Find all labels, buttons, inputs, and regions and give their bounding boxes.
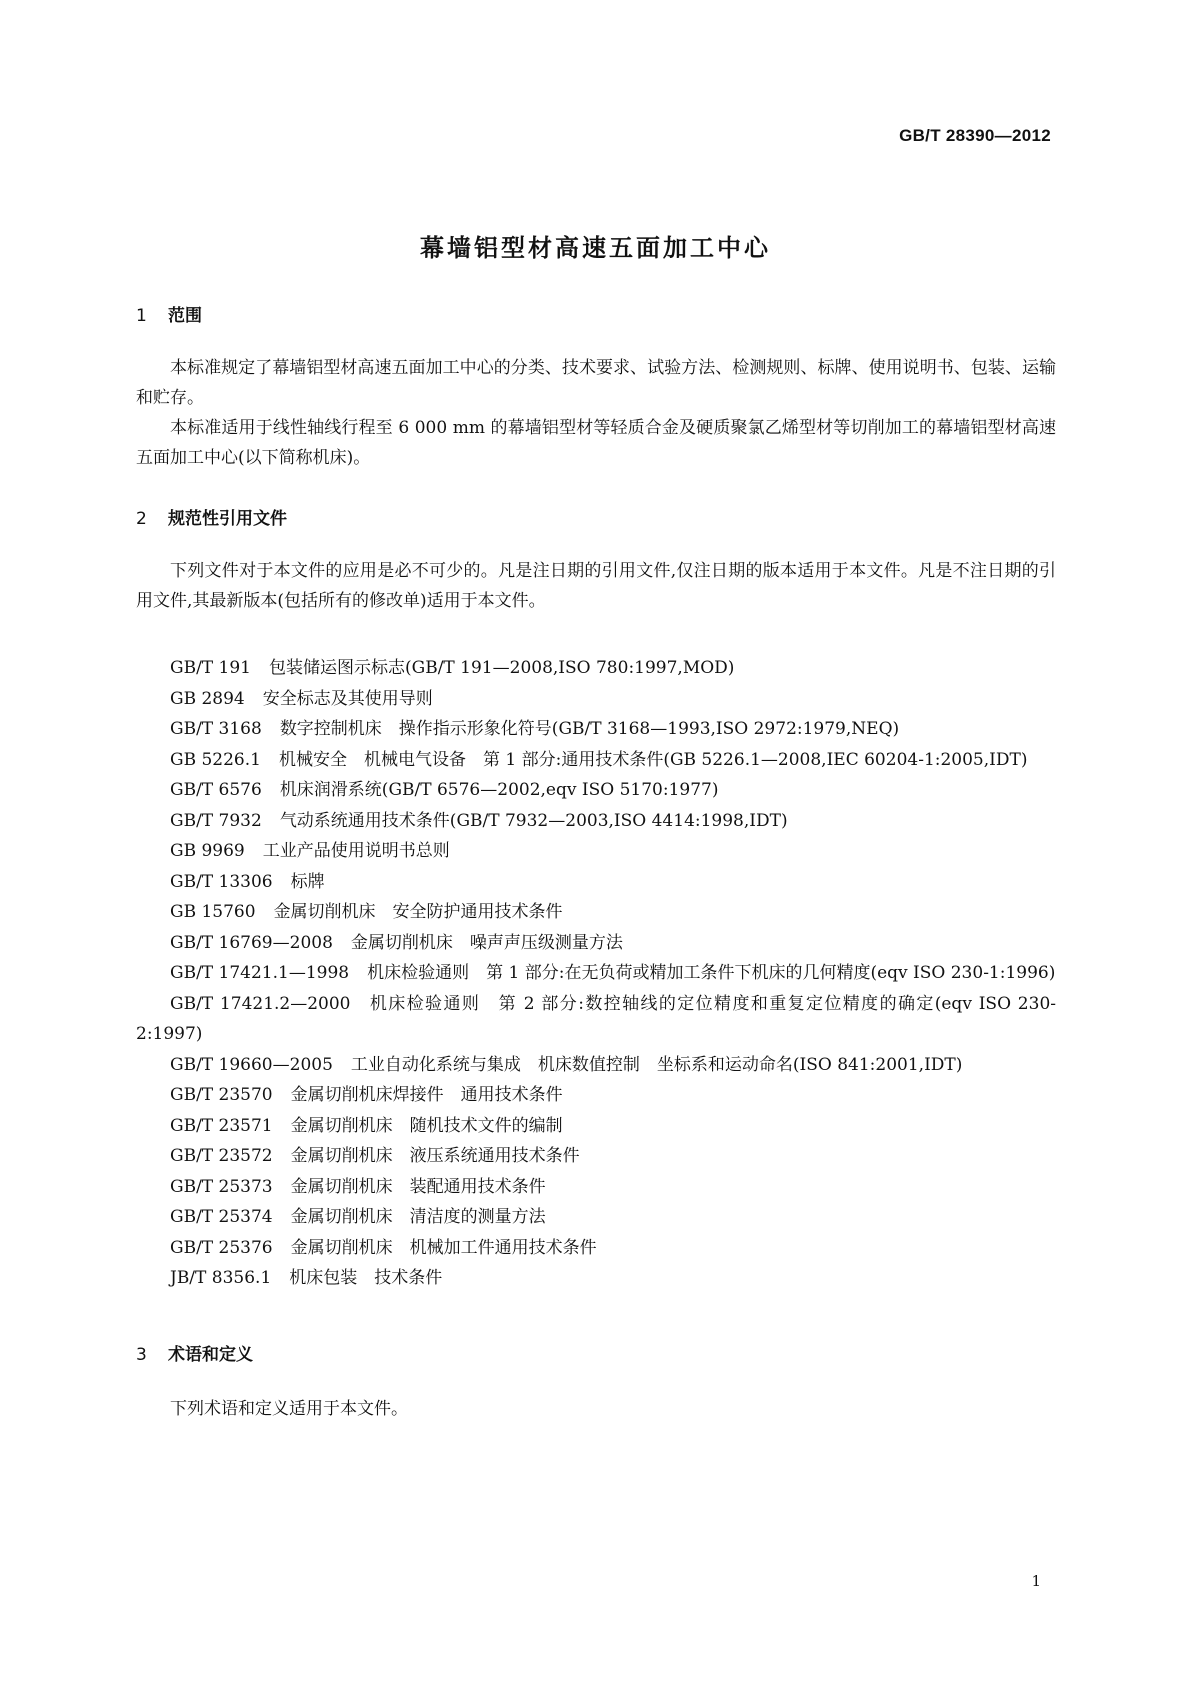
section-number: 2 [136, 509, 147, 529]
reference-title: 金属切削机床 安全防护通用技术条件 [273, 902, 563, 922]
reference-code: GB/T 23570 [170, 1085, 273, 1105]
reference-title: 金属切削机床 清洁度的测量方法 [290, 1207, 546, 1227]
reference-item [136, 714, 1056, 745]
reference-code: GB/T 191 [170, 658, 251, 678]
reference-item [136, 928, 1056, 959]
page-number: 1 [1031, 1572, 1041, 1590]
standard-number: GB/T 28390—2012 [899, 126, 1051, 145]
reference-item [136, 806, 1056, 837]
section-title: 术语和定义 [168, 1345, 253, 1365]
reference-title: 机床检验通则 第 2 部分:数控轴线的定位精度和重复定位精度的确定(eqv ISO 230-2:1997) [136, 993, 1056, 1044]
reference-title: 标牌 [290, 871, 325, 892]
reference-item [136, 1172, 1056, 1203]
reference-title: 包装储运图示标志(GB/T 191—2008,ISO 780:1997,MOD) [269, 658, 735, 678]
reference-code: GB/T 25374 [170, 1207, 273, 1227]
reference-title: 金属切削机床 装配通用技术条件 [290, 1176, 546, 1197]
document-title: 幕墙铝型材高速五面加工中心 [420, 234, 771, 262]
section-1-paragraph-2: 本标准适用于线性轴线行程至 6 000 mm 的幕墙铝型材等轻质合金及硬质聚氯乙烯型材等切削加工的幕墙铝型材高速五面加工中心(以下简称机床)。 [136, 418, 1056, 468]
reference-code: GB/T 17421.1—1998 [170, 963, 350, 983]
reference-title: 工业自动化系统与集成 机床数值控制 坐标系和运动命名(ISO 841:2001,IDT) [350, 1054, 963, 1075]
reference-item [136, 775, 1056, 806]
section-title: 范围 [168, 306, 202, 326]
reference-title: 工业产品使用说明书总则 [262, 841, 450, 861]
reference-item [136, 653, 1056, 684]
reference-code: GB 2894 [170, 688, 245, 709]
reference-item [136, 989, 1056, 1050]
section-title: 规范性引用文件 [168, 509, 287, 529]
reference-code: GB/T 25376 [170, 1237, 273, 1258]
reference-code: GB/T 3168 [170, 719, 262, 739]
reference-code: GB 5226.1 [170, 749, 261, 770]
section-1-heading [136, 301, 202, 326]
reference-code: GB/T 23572 [170, 1146, 273, 1166]
reference-title: 机床检验通则 第 1 部分:在无负荷或精加工条件下机床的几何精度(eqv ISO 230-1:1996) [367, 963, 1056, 983]
section-2-paragraph-1: 下列文件对于本文件的应用是必不可少的。凡是注日期的引用文件,仅注日期的版本适用于本文件。凡是不注日期的引用文件,其最新版本(包括所有的修改单)适用于本文件。 [136, 561, 1056, 611]
reference-item [136, 1263, 1056, 1294]
reference-item [136, 867, 1056, 898]
reference-code: GB/T 19660—2005 [170, 1054, 333, 1075]
reference-title: 机械安全 机械电气设备 第 1 部分:通用技术条件(GB 5226.1—2008,IEC 60204-1:2005,IDT) [278, 749, 1028, 770]
reference-item [136, 745, 1056, 776]
reference-title: 机床包装 技术条件 [289, 1268, 443, 1288]
reference-item [136, 684, 1056, 715]
reference-code: GB/T 6576 [170, 780, 262, 800]
reference-code: GB 9969 [170, 841, 245, 861]
reference-title: 金属切削机床 随机技术文件的编制 [290, 1115, 563, 1136]
section-number: 1 [136, 306, 147, 326]
reference-title: 金属切削机床 液压系统通用技术条件 [290, 1146, 580, 1166]
reference-title: 金属切削机床 机械加工件通用技术条件 [290, 1237, 597, 1258]
reference-item [136, 897, 1056, 928]
reference-item [136, 1050, 1056, 1081]
reference-item [136, 1111, 1056, 1142]
reference-code: GB/T 25373 [170, 1176, 273, 1197]
reference-title: 数字控制机床 操作指示形象化符号(GB/T 3168—1993,ISO 2972:1979,NEQ) [279, 719, 900, 739]
reference-title: 金属切削机床 噪声声压级测量方法 [350, 932, 623, 953]
reference-item [136, 1141, 1056, 1172]
section-2-heading [136, 504, 287, 529]
section-number: 3 [136, 1345, 147, 1365]
reference-item [136, 1080, 1056, 1111]
reference-code: GB/T 17421.2—2000 [170, 993, 351, 1014]
reference-title: 气动系统通用技术条件(GB/T 7932—2003,ISO 4414:1998,IDT) [279, 810, 788, 831]
reference-item [136, 1202, 1056, 1233]
reference-code: GB/T 7932 [170, 810, 262, 831]
reference-code: GB/T 16769—2008 [170, 932, 333, 953]
reference-title: 机床润滑系统(GB/T 6576—2002,eqv ISO 5170:1977) [279, 780, 719, 800]
normative-references-list [136, 653, 1056, 1294]
reference-item [136, 1233, 1056, 1264]
section-3-heading [136, 1340, 253, 1365]
section-3-paragraph-1: 下列术语和定义适用于本文件。 [170, 1399, 408, 1419]
reference-title: 安全标志及其使用导则 [262, 688, 433, 709]
reference-code: JB/T 8356.1 [170, 1268, 272, 1288]
reference-item [136, 958, 1056, 989]
reference-code: GB/T 13306 [170, 871, 273, 892]
reference-code: GB/T 23571 [170, 1115, 273, 1136]
reference-item [136, 836, 1056, 867]
reference-code: GB 15760 [170, 902, 256, 922]
section-1-paragraph-1: 本标准规定了幕墙铝型材高速五面加工中心的分类、技术要求、试验方法、检测规则、标牌、使用说明书、包装、运输和贮存。 [136, 358, 1056, 408]
reference-title: 金属切削机床焊接件 通用技术条件 [290, 1085, 563, 1105]
